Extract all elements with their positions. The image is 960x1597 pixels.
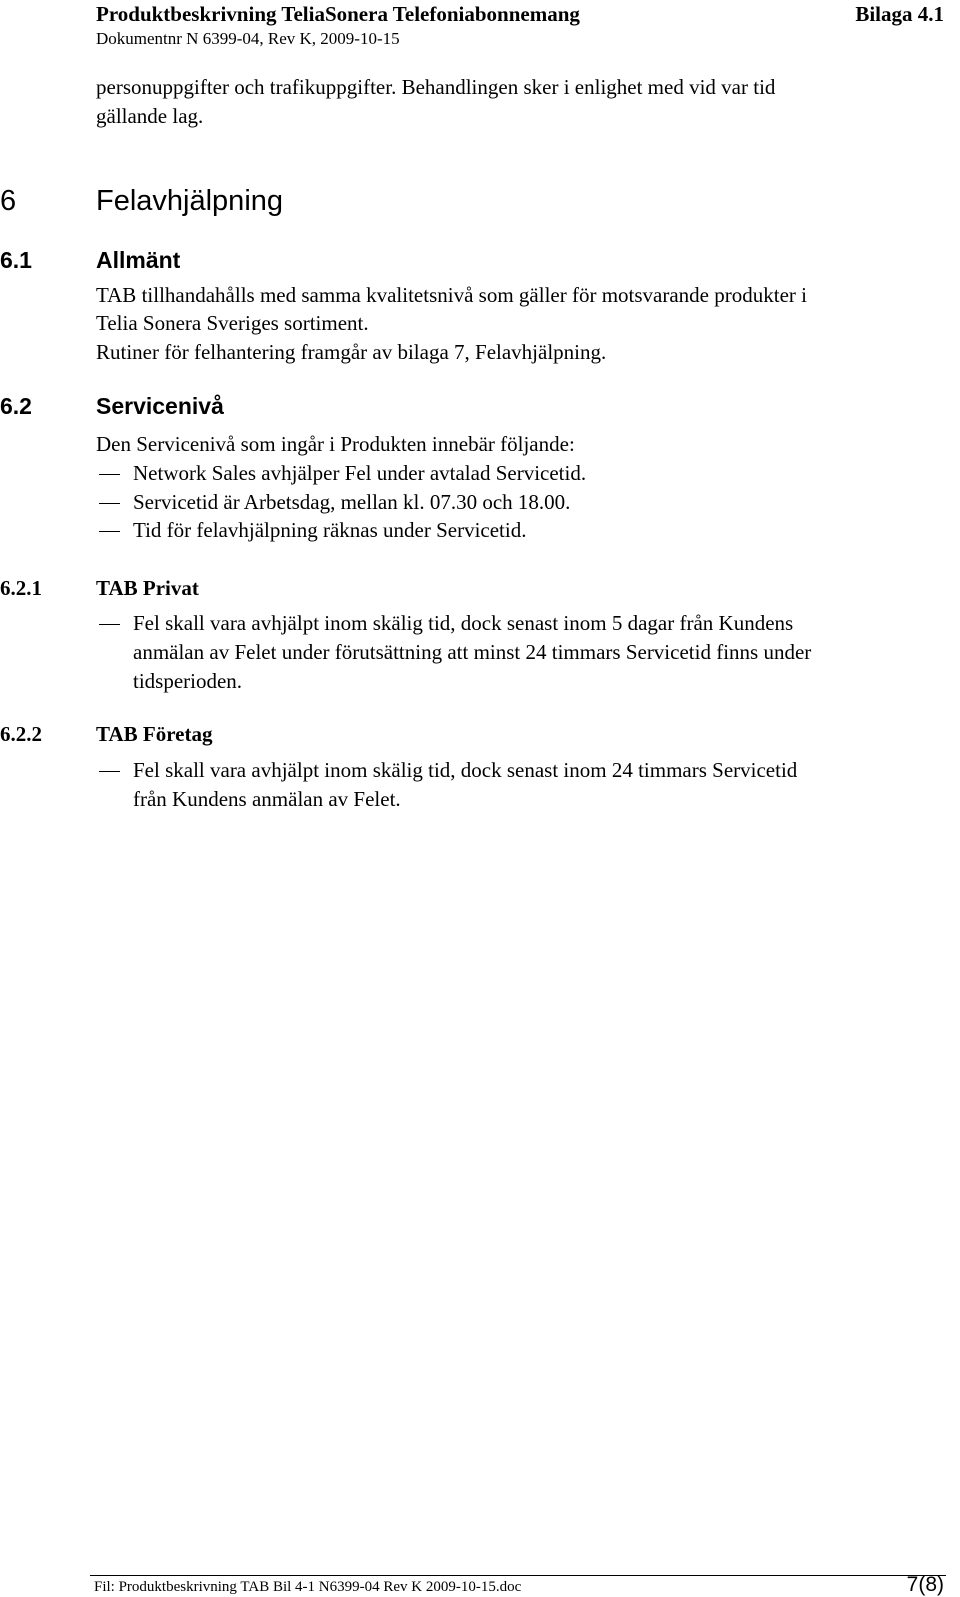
- section-6-1-line-2: Telia Sonera Sveriges sortiment.: [96, 311, 369, 335]
- section-6-2-intro: Den Servicenivå som ingår i Produkten innebär följande:: [96, 432, 575, 456]
- list-item: Servicetid är Arbetsdag, mellan kl. 07.30 och 18.00.: [133, 490, 571, 514]
- section-6-2-2-line-1: Fel skall vara avhjälpt inom skälig tid, dock senast inom 24 timmars Servicetid: [133, 758, 798, 782]
- section-6-1-number: 6.1: [0, 247, 32, 273]
- section-6-2-title: Servicenivå: [96, 393, 224, 419]
- list-item: Network Sales avhjälper Fel under avtalad Servicetid.: [133, 461, 587, 485]
- section-6-2-1-line-1: Fel skall vara avhjälpt inom skälig tid, dock senast inom 5 dagar från Kundens: [133, 611, 794, 635]
- section-6-2-2-number: 6.2.2: [0, 722, 42, 746]
- section-6-number: 6: [0, 185, 17, 217]
- section-6-2-1-title: TAB Privat: [96, 576, 199, 600]
- intro-line-2: gällande lag.: [96, 104, 204, 128]
- list-item: Tid för felavhjälpning räknas under Servicetid.: [133, 518, 527, 542]
- dash-bullet-icon: [99, 624, 120, 625]
- dash-bullet-icon: [99, 503, 120, 504]
- document-number: Dokumentnr N 6399-04, Rev K, 2009-10-15: [96, 29, 400, 48]
- section-6-1-line-3: Rutiner för felhantering framgår av bilaga 7, Felavhjälpning.: [96, 340, 607, 364]
- section-6-2-number: 6.2: [0, 393, 32, 419]
- section-6-2-1-line-3: tidsperioden.: [133, 669, 243, 693]
- document-title: Produktbeskrivning TeliaSonera Telefoniabonnemang: [96, 2, 580, 26]
- section-6-1-title: Allmänt: [96, 247, 181, 273]
- page-number: 7(8): [906, 1573, 944, 1596]
- dash-bullet-icon: [99, 771, 120, 772]
- section-6-2-1-number: 6.2.1: [0, 576, 42, 600]
- section-6-1-line-1: TAB tillhandahålls med samma kvalitetsnivå som gäller för motsvarande produkter i: [96, 283, 807, 307]
- attachment-label: Bilaga 4.1: [855, 2, 944, 26]
- section-6-2-2-title: TAB Företag: [96, 722, 213, 746]
- footer-rule: [90, 1575, 946, 1576]
- section-6-2-2-line-2: från Kundens anmälan av Felet.: [133, 787, 401, 811]
- intro-line-1: personuppgifter och trafikuppgifter. Behandlingen sker i enlighet med vid var tid: [96, 75, 776, 99]
- dash-bullet-icon: [99, 474, 120, 475]
- section-6-2-1-line-2: anmälan av Felet under förutsättning att minst 24 timmars Servicetid finns under: [133, 640, 812, 664]
- dash-bullet-icon: [99, 531, 120, 532]
- footer-filename: Fil: Produktbeskrivning TAB Bil 4-1 N6399-04 Rev K 2009-10-15.doc: [94, 1579, 522, 1595]
- section-6-title: Felavhjälpning: [96, 185, 284, 217]
